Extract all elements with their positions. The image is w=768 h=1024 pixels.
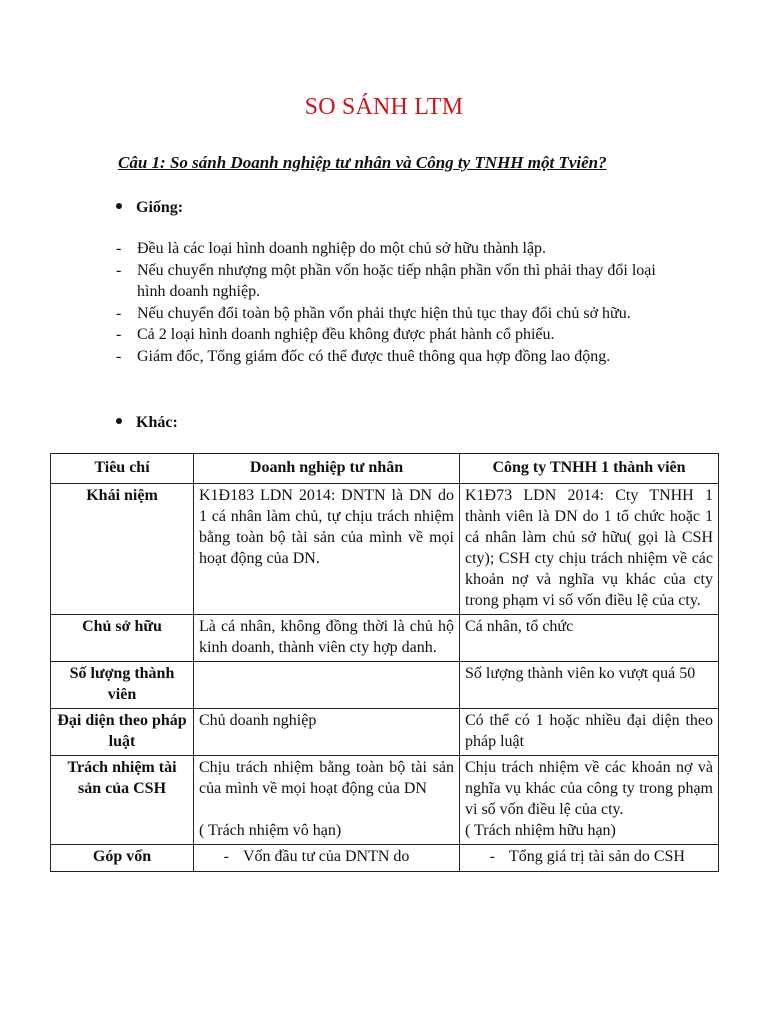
tnhh-cell — [460, 845, 719, 872]
header-dntn: Doanh nghiệp tư nhân — [194, 454, 460, 484]
criterion-cell: Đại diện theo pháp luật — [51, 709, 194, 756]
similar-heading-text: Giống: — [136, 199, 184, 216]
criterion-cell: Khái niệm — [51, 484, 194, 615]
tnhh-cell: Số lượng thành viên ko vượt quá 50 — [460, 662, 719, 709]
dash-list-item — [199, 846, 454, 867]
dash-marker: - — [223, 848, 229, 865]
dash-marker: - — [489, 848, 495, 865]
criterion-cell: Chủ sở hữu — [51, 615, 194, 662]
criterion-cell: Góp vốn — [51, 845, 194, 872]
list-item: - Giám đốc, Tổng giám đốc có thể được thuê thông qua hợp đồng lao động. — [116, 346, 681, 368]
list-item: - Nếu chuyển nhượng một phần vốn hoặc tiếp nhận phần vốn thì phải thay đổi loại hình doanh nghiệp. — [116, 260, 681, 303]
table-row — [51, 662, 719, 709]
tnhh-text: Tổng giá trị tài sản do CSH — [509, 848, 685, 865]
table-row — [51, 615, 719, 662]
dntn-cell — [194, 756, 460, 845]
tnhh-cell: K1Đ73 LDN 2014: Cty TNHH 1 thành viên là DN do 1 tổ chức hoặc 1 cá nhân làm chủ sở hữu( gọi là CSH cty); CSH cty chịu trách nhiệm về các khoản nợ và nghĩa vụ khác của cty trong phạm vi số vốn điều lệ của cty. — [460, 484, 719, 615]
dntn-text: Chịu trách nhiệm bằng toàn bộ tài sản của mình về mọi hoạt động của DN — [199, 759, 454, 797]
different-heading — [116, 414, 178, 432]
dntn-text: Vốn đầu tư của DNTN do — [243, 848, 410, 865]
dntn-cell: Chủ doanh nghiệp — [194, 709, 460, 756]
criterion-cell: Số lượng thành viên — [51, 662, 194, 709]
dntn-note: ( Trách nhiệm vô hạn) — [199, 822, 342, 839]
list-item: - Cả 2 loại hình doanh nghiệp đều không được phát hành cổ phiếu. — [116, 324, 681, 346]
criterion-cell: Trách nhiệm tài sản của CSH — [51, 756, 194, 845]
similar-list — [116, 238, 681, 367]
list-item: - Nếu chuyển đổi toàn bộ phần vốn phải thực hiện thủ tục thay đổi chủ sở hữu. — [116, 303, 681, 325]
bullet-icon — [116, 203, 122, 209]
tnhh-cell: Cá nhân, tổ chức — [460, 615, 719, 662]
tnhh-cell — [460, 756, 719, 845]
table-header-row — [51, 454, 719, 484]
dntn-cell — [194, 662, 460, 709]
tnhh-cell: Có thể có 1 hoặc nhiều đại diện theo pháp luật — [460, 709, 719, 756]
list-item: - Đều là các loại hình doanh nghiệp do một chủ sở hữu thành lập. — [116, 238, 681, 260]
tnhh-note: ( Trách nhiệm hữu hạn) — [465, 822, 616, 839]
table-row — [51, 845, 719, 872]
document-title: SO SÁNH LTM — [304, 94, 464, 120]
bullet-icon — [116, 418, 122, 424]
header-tnhh: Công ty TNHH 1 thành viên — [460, 454, 719, 484]
different-heading-text: Khác: — [136, 414, 178, 431]
table-row — [51, 709, 719, 756]
comparison-table — [50, 453, 719, 872]
header-criterion: Tiêu chí — [51, 454, 194, 484]
dntn-cell — [194, 845, 460, 872]
question-heading: Câu 1: So sánh Doanh nghiệp tư nhân và Công ty TNHH một Tviên? — [118, 153, 607, 172]
dntn-cell: K1Đ183 LDN 2014: DNTN là DN do 1 cá nhân làm chủ, tự chịu trách nhiệm bằng toàn bộ tài sản của mình về mọi hoạt động của DN. — [194, 484, 460, 615]
table-row — [51, 484, 719, 615]
tnhh-text: Chịu trách nhiệm về các khoản nợ và nghĩa vụ khác của công ty trong phạm vi số vốn điều lệ của cty. — [465, 759, 713, 818]
dntn-cell: Là cá nhân, không đồng thời là chủ hộ kinh doanh, thành viên cty hợp danh. — [194, 615, 460, 662]
dash-list-item — [465, 846, 713, 867]
table-row — [51, 756, 719, 845]
similar-heading — [116, 199, 183, 217]
